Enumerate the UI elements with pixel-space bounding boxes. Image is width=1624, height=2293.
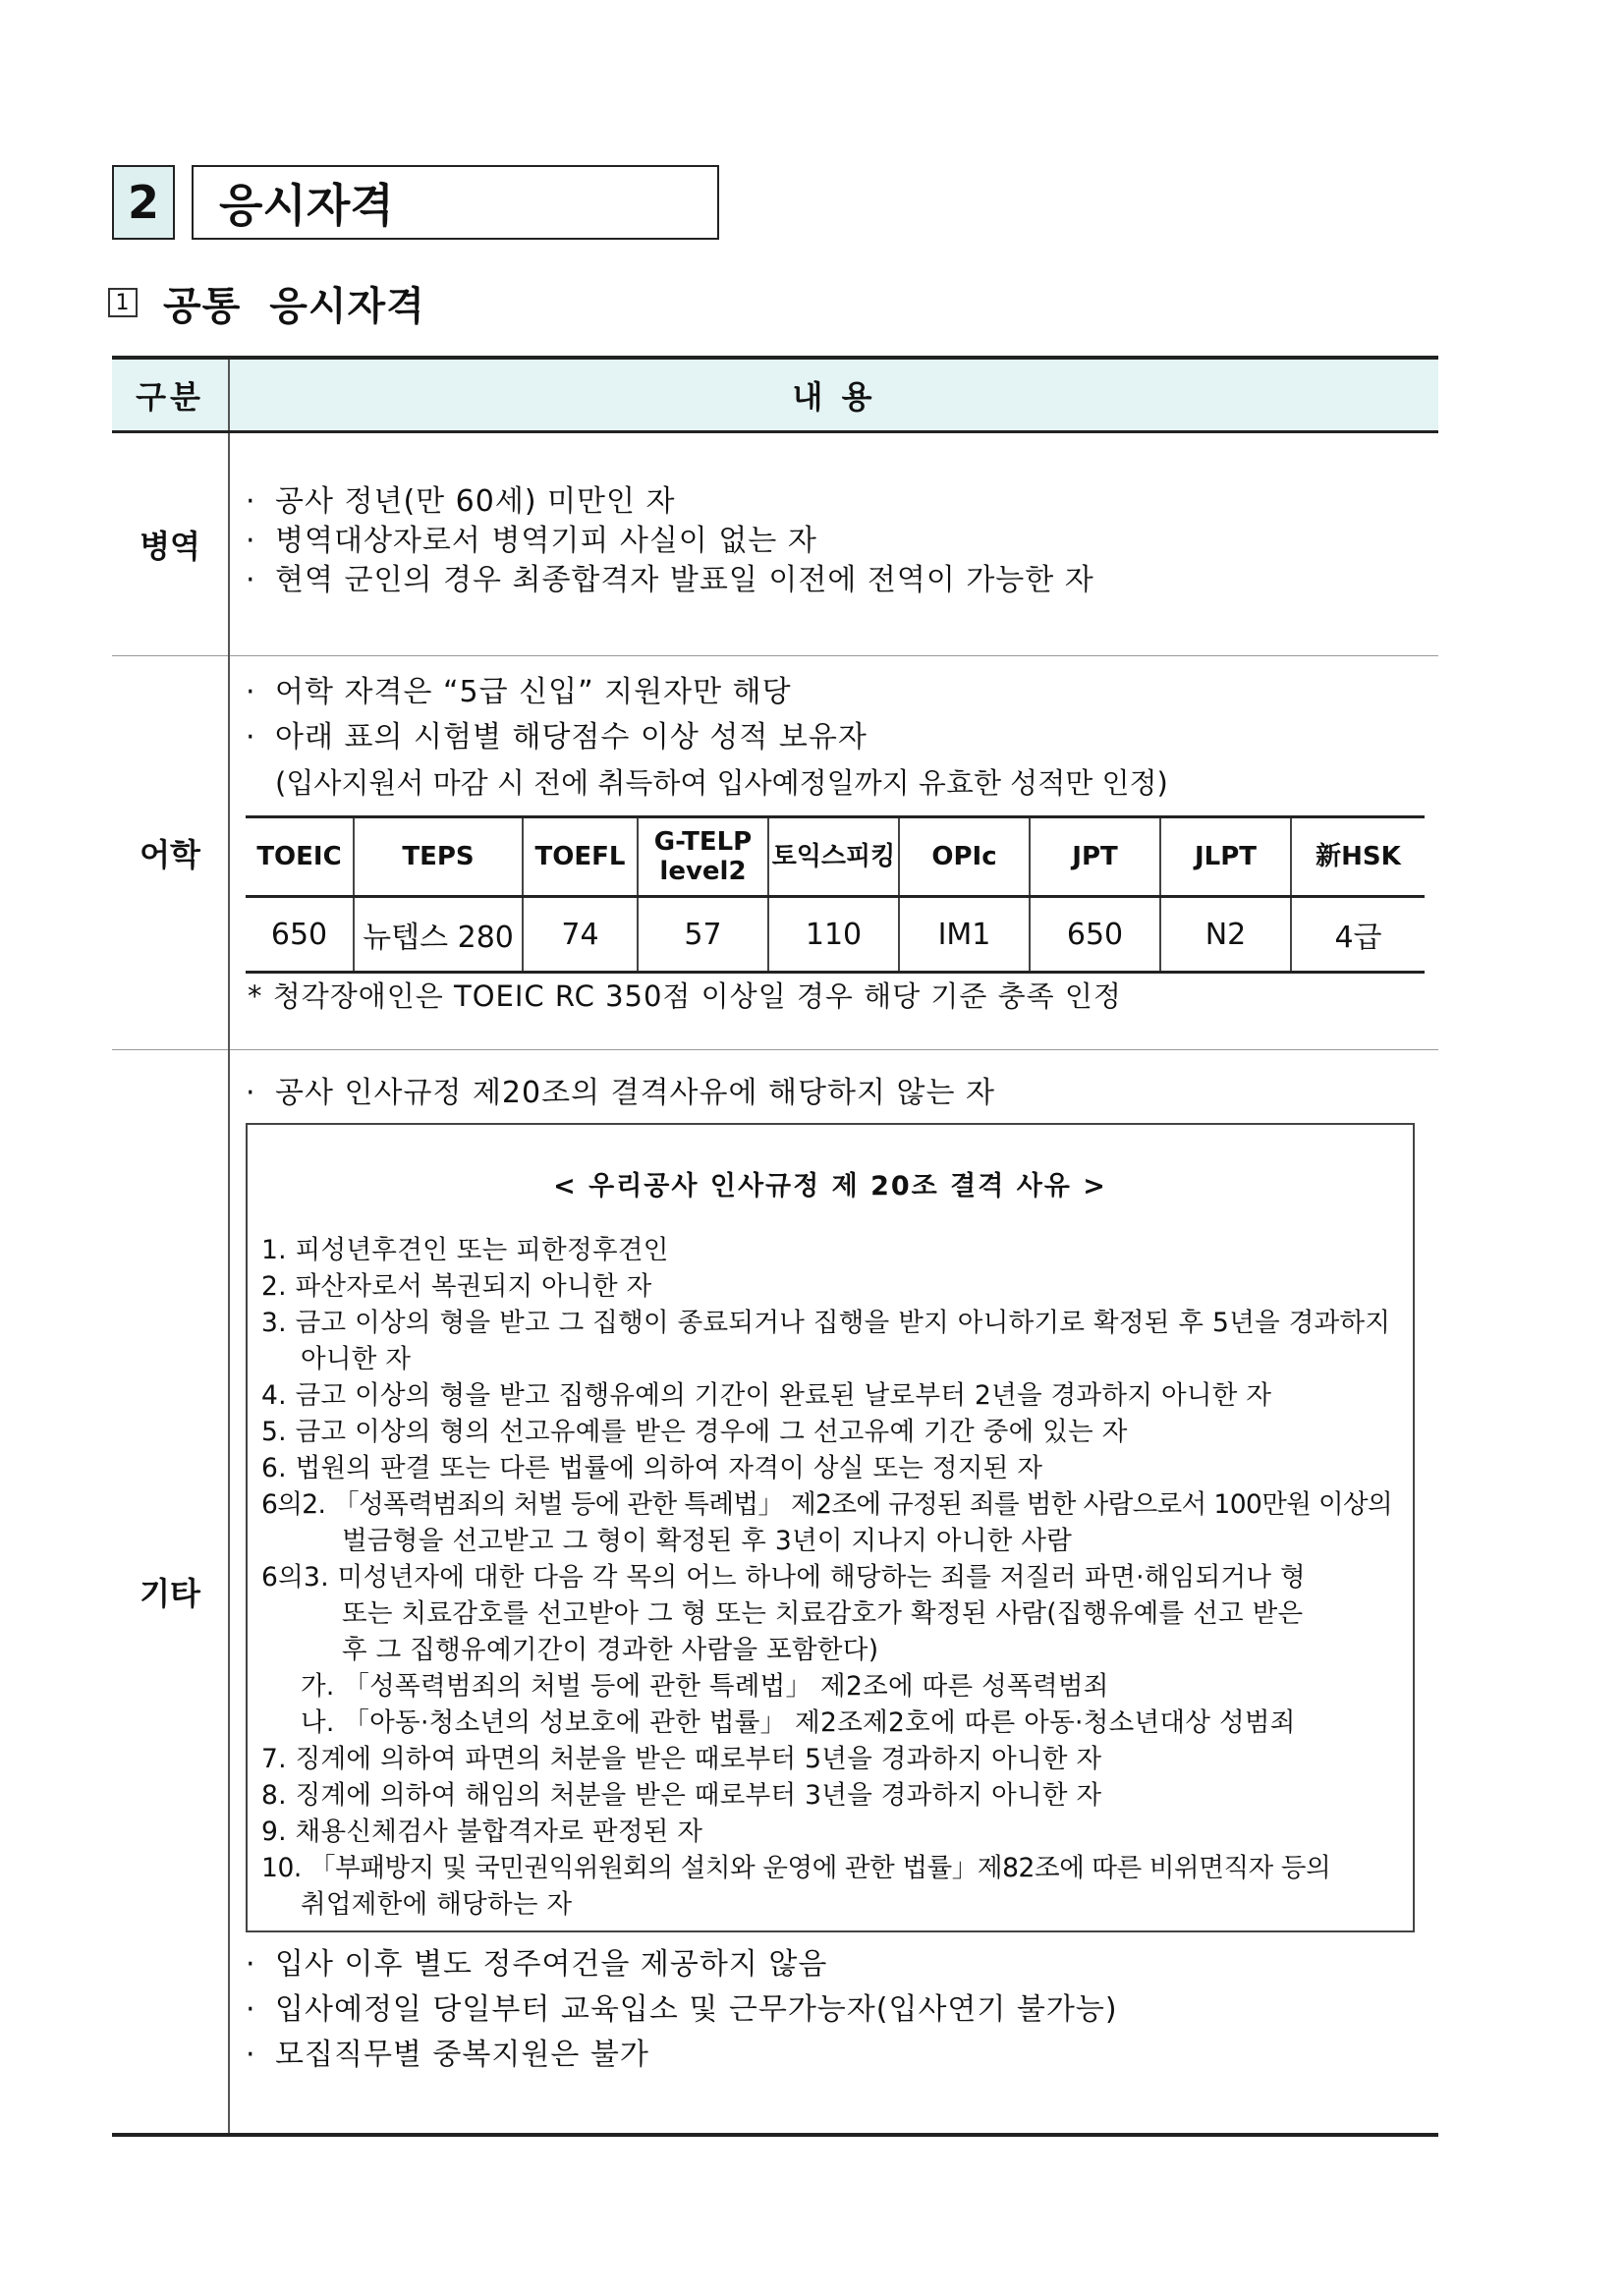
test-name: OPIc (899, 817, 1030, 897)
test-score: IM1 (899, 897, 1030, 973)
subsection-title-word: 공통 (163, 283, 242, 329)
rule-line: 6의2. 「성폭력범죄의 처벌 등에 관한 특례법」 제2조에 규정된 죄를 범한 사람으로서 100만원 이상의 (261, 1489, 1393, 1520)
header-content: 내 용 (229, 358, 1438, 432)
rule-line: 2. 파산자로서 복권되지 아니한 자 (261, 1271, 652, 1302)
test-score: 4급 (1291, 897, 1425, 973)
table-header-row (112, 358, 1438, 432)
other-row (112, 1050, 1438, 2136)
rule-line: 아니한 자 (301, 1344, 412, 1374)
rule-line: 가. 「성폭력범죄의 처벌 등에 관한 특례법」 제2조에 따른 성폭력범죄 (301, 1671, 1109, 1702)
test-score: 110 (768, 897, 899, 973)
rule-line: 5. 금고 이상의 형의 선고유예를 받은 경우에 그 선고유예 기간 중에 있는 자 (261, 1417, 1128, 1447)
test-score: 57 (638, 897, 768, 973)
test-score: 뉴텝스 280 (354, 897, 523, 973)
subsection-heading (108, 275, 439, 330)
disqualification-title: < 우리공사 인사규정 제 20조 결격 사유 > (553, 1171, 1107, 1202)
test-name: JPT (1030, 817, 1160, 897)
test-score: 650 (246, 897, 354, 973)
language-note: (입사지원서 마감 시 전에 취득하여 입사예정일까지 유효한 성적만 인정) (275, 766, 1168, 800)
language-item: · 어학 자격은 “5급 신입” 지원자만 해당 (246, 675, 792, 709)
rule-line: 벌금형을 선고받고 그 형이 확정된 후 3년이 지나지 아니한 사람 (342, 1526, 1073, 1556)
other-item: · 입사예정일 당일부터 교육입소 및 근무가능자(입사연기 불가능) (246, 1992, 1118, 2027)
subsection-number-box: 1 (108, 288, 138, 317)
test-name: TOEFL (523, 817, 638, 897)
test-score: N2 (1160, 897, 1291, 973)
rule-line: 3. 금고 이상의 형을 받고 그 집행이 종료되거나 집행을 받지 아니하기로 확정된 후 5년을 경과하지 (261, 1308, 1391, 1338)
language-row (112, 656, 1438, 1050)
rule-line: 1. 피성년후견인 또는 피한정후견인 (261, 1235, 669, 1265)
language-footnote: * 청각장애인은 TOEIC RC 350점 이상일 경우 해당 기준 충족 인정 (248, 979, 1122, 1013)
test-score: 74 (523, 897, 638, 973)
header-category: 구분 (112, 358, 229, 432)
language-score-row (246, 897, 1425, 973)
other-additional-items (230, 1942, 1438, 2078)
section-number: 2 (112, 165, 175, 240)
test-name: G-TELP level2 (638, 817, 768, 897)
other-intro: · 공사 인사규정 제20조의 결격사유에 해당하지 않는 자 (246, 1076, 995, 1110)
rule-line: 7. 징계에 의하여 파면의 처분을 받은 때로부터 5년을 경과하지 아니한 자 (261, 1744, 1102, 1774)
test-score: 650 (1030, 897, 1160, 973)
military-row (112, 432, 1438, 656)
rule-line: 9. 채용신체검사 불합격자로 판정된 자 (261, 1817, 703, 1847)
rule-line: 6. 법원의 판결 또는 다른 법률에 의하여 자격이 상실 또는 정지된 자 (261, 1453, 1043, 1483)
language-category: 어학 (112, 656, 229, 1050)
rule-line: 8. 징계에 의하여 해임의 처분을 받은 때로부터 3년을 경과하지 아니한 자 (261, 1780, 1102, 1811)
military-item: · 병역대상자로서 병역기피 사실이 없는 자 (246, 524, 817, 558)
test-name: TOEIC (246, 817, 354, 897)
test-name: 新HSK (1291, 817, 1425, 897)
rule-line: 또는 치료감호를 선고받아 그 형 또는 치료감호가 확정된 사람(집행유예를 선고 받은 (342, 1598, 1304, 1629)
military-item: · 현역 군인의 경우 최종합격자 발표일 이전에 전역이 가능한 자 (246, 563, 1094, 597)
test-name: 토익스피킹 (768, 817, 899, 897)
rule-line: 4. 금고 이상의 형을 받고 집행유예의 기간이 완료된 날로부터 2년을 경과하지 아니한 자 (261, 1380, 1272, 1411)
rule-line: 취업제한에 해당하는 자 (301, 1889, 573, 1920)
language-score-table (246, 815, 1425, 974)
test-name: TEPS (354, 817, 523, 897)
language-test-header-row (246, 817, 1425, 897)
language-item: · 아래 표의 시험별 해당점수 이상 성적 보유자 (246, 720, 868, 755)
military-category: 병역 (112, 432, 229, 656)
other-item: · 입사 이후 별도 정주여건을 제공하지 않음 (246, 1947, 828, 1982)
test-name: JLPT (1160, 817, 1291, 897)
other-item: · 모집직무별 중복지원은 불가 (246, 2038, 649, 2072)
rule-line: 나. 「아동·청소년의 성보호에 관한 법률」 제2조제2호에 따른 아동·청소년대상 성범죄 (301, 1707, 1296, 1738)
subsection-title-word: 응시자격 (269, 283, 425, 329)
disqualification-box (246, 1123, 1415, 1932)
rule-line: 6의3. 미성년자에 대한 다음 각 목의 어느 하나에 해당하는 죄를 저질러 파면·해임되거나 형 (261, 1562, 1306, 1593)
other-category: 기타 (112, 1050, 229, 2136)
rule-line: 후 그 집행유예기간이 경과한 사람을 포함한다) (342, 1635, 879, 1665)
military-item: · 공사 정년(만 60세) 미만인 자 (246, 484, 676, 519)
rule-line: 10. 「부패방지 및 국민권익위원회의 설치와 운영에 관한 법률」제82조에 따른 비위면직자 등의 (261, 1853, 1331, 1883)
qualification-table (112, 356, 1438, 2137)
section-title: 응시자격 (192, 165, 719, 240)
